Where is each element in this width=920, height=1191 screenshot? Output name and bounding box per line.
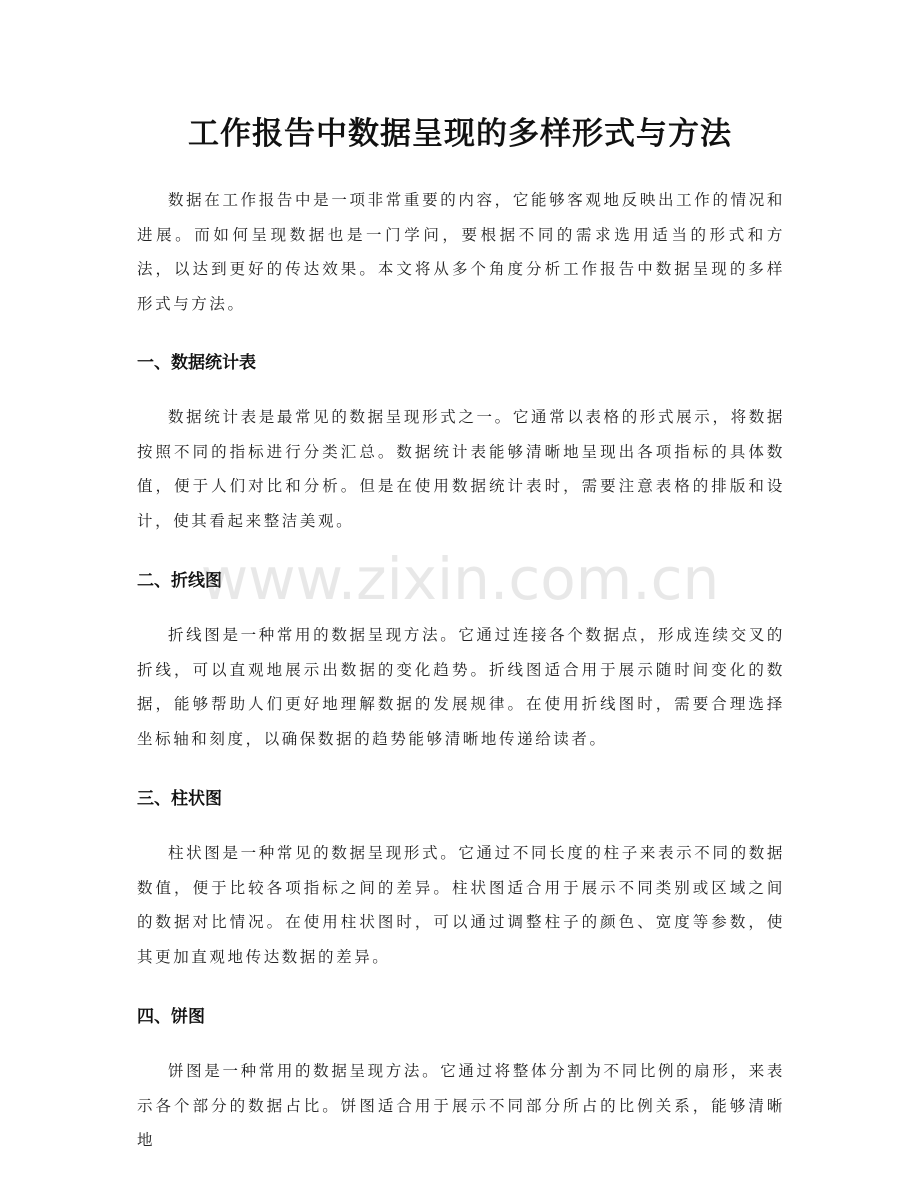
section-heading-pie-chart: 四、饼图 <box>137 1007 205 1027</box>
section-body-bar-chart: 柱状图是一种常见的数据呈现形式。它通过不同长度的柱子来表示不同的数据数值，便于比较各项指标之间的差异。柱状图适合用于展示不同类别或区域之间的数据对比情况。在使用柱状图时，可以通过调整柱子的颜色、宽度等参数，使其更加直观地传达数据的差异。 <box>137 844 785 966</box>
section-heading-statistics-table: 一、数据统计表 <box>137 353 256 373</box>
section-heading-line-chart: 二、折线图 <box>137 571 222 591</box>
section-body-pie-chart: 饼图是一种常用的数据呈现方法。它通过将整体分割为不同比例的扇形，来表示各个部分的数据占比。饼图适合用于展示不同部分所占的比例关系，能够清晰地 <box>137 1062 785 1149</box>
watermark: www.zixin.com.cn <box>200 545 720 613</box>
section-body-statistics-table: 数据统计表是最常见的数据呈现形式之一。它通常以表格的形式展示，将数据按照不同的指标进行分类汇总。数据统计表能够清晰地呈现出各项指标的具体数值，便于人们对比和分析。但是在使用数据统计表时，需要注意表格的排版和设计，使其看起来整洁美观。 <box>137 408 785 530</box>
document-title: 工作报告中数据呈现的多样形式与方法 <box>188 116 732 152</box>
intro-paragraph: 数据在工作报告中是一项非常重要的内容，它能够客观地反映出工作的情况和进展。而如何呈现数据也是一门学问，要根据不同的需求选用适当的形式和方法，以达到更好的传达效果。本文将从多个角度分析工作报告中数据呈现的多样形式与方法。 <box>137 191 785 313</box>
section-body-line-chart: 折线图是一种常用的数据呈现方法。它通过连接各个数据点，形成连续交叉的折线，可以直观地展示出数据的变化趋势。折线图适合用于展示随时间变化的数据，能够帮助人们更好地理解数据的发展规律。在使用折线图时，需要合理选择坐标轴和刻度，以确保数据的趋势能够清晰地传递给读者。 <box>137 626 785 748</box>
document-body <box>137 183 785 1158</box>
section-heading-bar-chart: 三、柱状图 <box>137 789 222 809</box>
